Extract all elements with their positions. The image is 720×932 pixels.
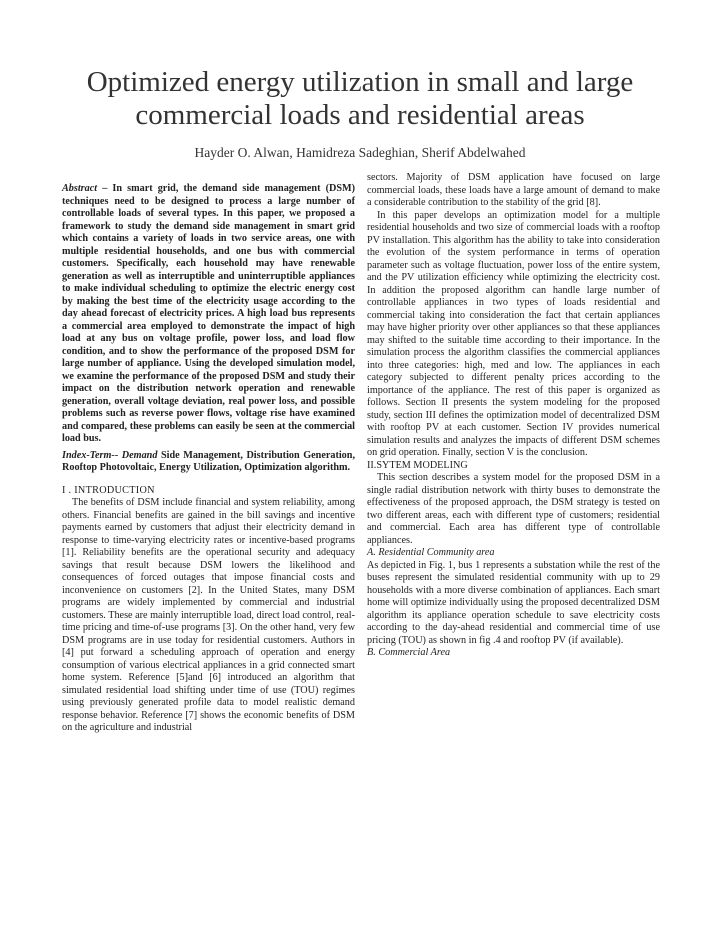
index-terms-text: Side Management, Distribution Generation, Rooftop Photovoltaic, Energy Utilization, Optimization algorithm.: [62, 449, 355, 473]
subsection-heading-commercial: B. Commercial Area: [367, 647, 451, 658]
system-modeling-paragraph: This section describes a system model for the proposed DSM in a single radial distribution network with thirty buses to demonstrate the effectiveness of the proposed approach, the DSM strategy is tested on two different areas, each with different type of customers; residential and commercial. Each area has different type of controllable appliances.: [367, 472, 660, 546]
abstract-label: Abstract: [62, 183, 98, 194]
left-column: [62, 183, 355, 735]
residential-paragraph: As depicted in Fig. 1, bus 1 represents a substation while the rest of the buses represent the simulated residential community with up to 29 households with a more diverse combination of appliances. Each smart home will optimize individually using the proposed decentralized DSM algorithm its appliance operation schedule to save electricity costs according to the day-ahead residential and commercial time of use pricing (TOU) as shown in fig .4 and rooftop PV (if available).: [367, 559, 660, 646]
introduction-paragraph: The benefits of DSM include financial and system reliability, among others. Financial benefits are gained in the bill savings and incentive payments earned by customers that adjust their electricity demand in response to time-varying electricity rates or incentive-based programs [1]. Reliability benefits are the operational security and adequacy savings that result because DSM lowers the likelihood and consequences of forced outages that impose financial costs and inconvenience on customers [2]. In the United States, many DSM programs are widely implemented by commercial and industrial customers. These are mainly interruptible load, direct load control, real-time pricing and time-of-use programs [3]. On the other hand, very few DSM programs are in use today for residential customers. Authors in [4] put forward a scheduling approach of operation and energy consumption of various electrical appliances in a grid connected smart home system. Reference [5]and [6] introduced an algorithm that simulated residential load shifting under time of use (TOU) regimes using previously generated profile data to model realistic demand response behavior. Reference [7] shows the economic benefits of DSM on the agriculture and industrial: [62, 497, 355, 733]
right-column: [367, 172, 660, 660]
paper-outline-paragraph: In this paper develops an optimization model for a multiple residential households and two size of commercial loads with a rooftop PV installation. This algorithm has the ability to take into consideration the evolution of the system performance in terms of operation parameter such as voltage fluctuation, power loss of the entire system, and the PV utilization efficiency while optimizing the electricity cost. In addition the proposed algorithm can handle large number of controllable appliances in two types of loads residential and commercial taking into consideration the fact that certain appliances may have higher priority over other appliances so that these appliances may shifted to the suitable time according to their importance. In the simulation process the algorithm classifies the commercial appliances into three categories: high, med and low. The appliances in each category subjected to different penalty prices according to the importance of the appliance. The rest of this paper is organized as follows. Section II presents the system modeling for the proposed study, section III defines the optimization model of decentralized DSM with rooftop PV at each customer. Section IV provides numerical simulation results and analyzes the impacts of different DSM schemes on grid operation. Finally, section V is the conclusion.: [367, 209, 660, 458]
paper-title: Optimized energy utilization in small and large commercial loads and residential areas: [86, 66, 634, 131]
intro-continued-paragraph: sectors. Majority of DSM application have focused on large commercial loads, these loads have a large amount of demand to make a considerable contribution to the stability of the grid [8].: [367, 172, 660, 208]
abstract: [62, 183, 355, 446]
section-heading-introduction: I . INTRODUCTION: [62, 484, 155, 496]
index-terms: [62, 450, 355, 475]
author-list: Hayder O. Alwan, Hamidreza Sadeghian, Sherif Abdelwahed: [194, 145, 526, 160]
abstract-text: – In smart grid, the demand side management (DSM) techniques need to be designed to process a large number of controllable loads of several types. In this paper, we proposed a framework to study the demand side management in smart grid which contains a variety of loads in two service areas, one with multiple residential households, and one bus with commercial customers. Specifically, each household may have renewable generation as well as interruptible and uninterruptible appliances to make individual scheduling to optimize the electric energy cost by making the best time of the electricity usage according to the day ahead forecast of electricity prices. A high load bus represents a commercial area employed to demonstrate the impact of high load at any bus on voltage profile, power loss, and load flow condition, and to show the performance of the proposed DSM for large number of appliance. Using the developed simulation model, we examine the performance of the proposed DSM and study their impact on the distribution network operation and renewable generation, overall voltage deviation, real power loss, and possible problems such as reverse power flows, voltage rise have examined and compared, these problems can easily be seen at the commercial load bus.: [62, 183, 355, 444]
index-terms-label: Index-Term-- Demand: [62, 449, 158, 461]
section-heading-system-modeling: II.SYTEM MODELING: [367, 459, 468, 471]
subsection-heading-residential: A. Residential Community area: [367, 547, 495, 558]
